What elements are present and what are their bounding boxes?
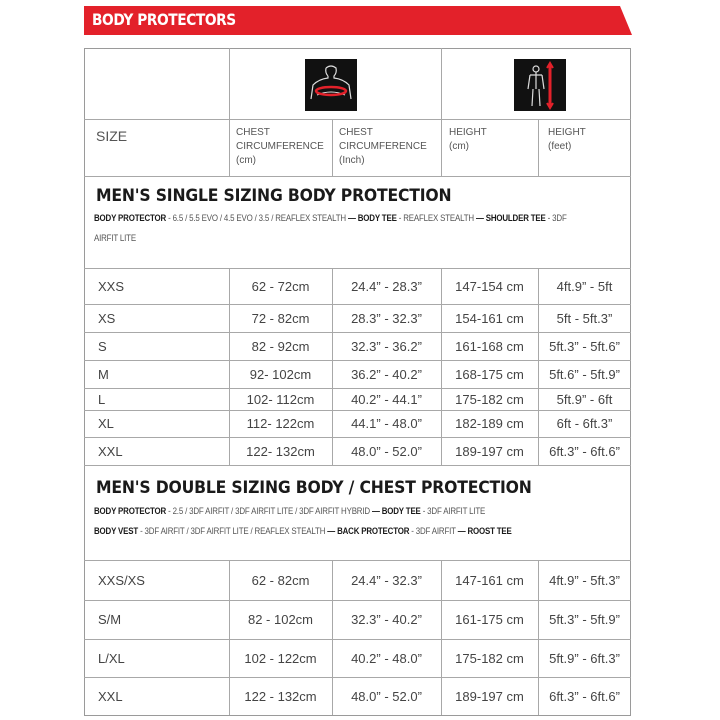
table-row — [84, 269, 631, 304]
row-divider — [84, 639, 631, 640]
chest-cm-cell: 112- 122cm — [246, 416, 315, 431]
height-feet-cell: 6ft - 6ft.3” — [556, 416, 613, 431]
chest-inch-cell: 36.2” - 40.2” — [351, 366, 422, 382]
row-divider — [84, 600, 631, 601]
height-feet-cell: 4ft.9” - 5ft.3” — [549, 573, 620, 588]
single-sizing-products: BODY PROTECTOR - 6.5 / 5.5 EVO / 4.5 EVO / 3.5 / REAFLEX STEALTH — BODY TEE - REAFLEX STEALTH — SHOULDER TEE - 3DF — [94, 213, 567, 223]
chest-cm-cell: 92- 102cm — [249, 366, 312, 382]
chest-inch-cell: 40.2” - 48.0” — [351, 650, 422, 666]
height-feet-cell: 5ft.9” - 6ft — [556, 391, 613, 407]
chest-measure-icon — [305, 59, 357, 111]
height-cm-cell: 189-197 cm — [455, 688, 524, 704]
table-row — [84, 561, 631, 600]
row-divider — [84, 677, 631, 678]
single-sizing-title: MEN'S SINGLE SIZING BODY PROTECTION — [96, 186, 452, 206]
size-cell: S — [98, 338, 107, 354]
chest-inch-cell: 40.2” - 44.1” — [351, 391, 422, 407]
size-cell: XS — [98, 310, 116, 326]
chest-inch-cell: 48.0” - 52.0” — [351, 443, 422, 459]
chest-inch-cell: 48.0” - 52.0” — [351, 688, 422, 704]
double-sizing-products-2: BODY VEST - 3DF AIRFIT / 3DF AIRFIT LITE / REAFLEX STEALTH — BACK PROTECTOR - 3DF AIRFIT — ROOST TEE — [94, 526, 512, 536]
column-divider — [538, 269, 539, 465]
height-cm-cell: 161-168 cm — [455, 338, 524, 354]
height-feet-cell: 5ft.9” - 6ft.3” — [549, 650, 620, 666]
header-rule — [84, 119, 631, 120]
height-feet-cell: 6ft.3” - 6ft.6” — [549, 688, 620, 704]
table-row — [84, 677, 631, 715]
banner-title: BODY PROTECTORS — [92, 10, 236, 29]
chest-inch-cell: 32.3” - 36.2” — [351, 338, 422, 354]
double-sizing-title: MEN'S DOUBLE SIZING BODY / CHEST PROTECTION — [96, 478, 532, 498]
height-cm-cell: 189-197 cm — [455, 443, 524, 459]
row-divider — [84, 332, 631, 333]
table-row — [84, 388, 631, 410]
column-divider — [441, 561, 442, 715]
chest-inch-header: CHEST CIRCUMFERENCE (Inch) — [339, 127, 427, 166]
header-divider — [229, 48, 230, 176]
size-cell: XXL — [98, 688, 123, 704]
chest-cm-cell: 62 - 72cm — [251, 279, 310, 294]
row-divider — [84, 410, 631, 411]
chest-cm-cell: 122- 132cm — [246, 443, 315, 459]
section-rule — [84, 465, 631, 466]
column-divider — [229, 269, 230, 465]
chest-cm-header: CHEST CIRCUMFERENCE (cm) — [236, 127, 324, 166]
chest-cm-cell: 102- 112cm — [246, 391, 315, 407]
size-column-header: SIZE — [96, 128, 128, 144]
size-cell: XXS — [98, 279, 125, 294]
height-cm-cell: 168-175 cm — [455, 366, 524, 382]
height-feet-cell: 5ft - 5ft.3” — [556, 310, 613, 326]
row-divider — [84, 360, 631, 361]
height-feet-cell: 5ft.3” - 5ft.6” — [549, 338, 620, 354]
chest-cm-cell: 72 - 82cm — [251, 310, 310, 326]
size-cell: M — [98, 366, 109, 382]
size-cell: XXL — [98, 443, 123, 459]
table-row — [84, 410, 631, 437]
row-divider — [84, 437, 631, 438]
chest-cm-cell: 122 - 132cm — [244, 688, 317, 704]
height-cm-header: HEIGHT (cm) — [449, 127, 487, 152]
chest-cm-cell: 62 - 82cm — [251, 573, 310, 588]
size-cell: L/XL — [98, 650, 125, 666]
column-divider — [441, 269, 442, 465]
height-cm-cell: 175-182 cm — [455, 391, 524, 407]
title-banner — [84, 6, 632, 35]
height-feet-cell: 4ft.9” - 5ft — [556, 279, 613, 294]
column-divider — [538, 561, 539, 715]
chest-inch-cell: 24.4” - 32.3” — [351, 573, 422, 588]
chest-inch-cell: 44.1” - 48.0” — [351, 416, 422, 431]
height-cm-cell: 161-175 cm — [455, 612, 524, 627]
header-rule — [84, 176, 631, 177]
height-feet-header: HEIGHT (feet) — [548, 127, 586, 152]
chest-cm-cell: 82 - 92cm — [251, 338, 310, 354]
height-feet-cell: 6ft.3” - 6ft.6” — [549, 443, 620, 459]
table-row — [84, 639, 631, 677]
header-divider — [441, 48, 442, 176]
height-cm-cell: 147-154 cm — [455, 279, 524, 294]
table-row — [84, 360, 631, 388]
double-sizing-products: BODY PROTECTOR - 2.5 / 3DF AIRFIT / 3DF AIRFIT LITE / 3DF AIRFIT HYBRID — BODY TEE - 3DF AIRFIT LITE — [94, 506, 486, 516]
table-row — [84, 304, 631, 332]
table-row — [84, 332, 631, 360]
height-cm-cell: 147-161 cm — [455, 573, 524, 588]
chest-cm-cell: 82 - 102cm — [247, 612, 314, 627]
height-feet-cell: 5ft.6” - 5ft.9” — [549, 366, 620, 382]
column-divider — [332, 561, 333, 715]
single-sizing-products-cont: AIRFIT LITE — [94, 233, 136, 243]
height-measure-icon — [514, 59, 566, 111]
chest-inch-cell: 32.3” - 40.2” — [351, 612, 422, 627]
table-row — [84, 600, 631, 639]
size-cell: L — [98, 391, 106, 407]
size-cell: S/M — [98, 612, 122, 627]
row-divider — [84, 304, 631, 305]
chest-inch-cell: 24.4” - 28.3” — [351, 279, 422, 294]
height-cm-cell: 175-182 cm — [455, 650, 524, 666]
chest-cm-cell: 102 - 122cm — [244, 650, 317, 666]
chest-inch-cell: 28.3” - 32.3” — [351, 310, 422, 326]
height-feet-cell: 5ft.3” - 5ft.9” — [549, 612, 620, 627]
table-row — [84, 437, 631, 465]
column-divider — [229, 561, 230, 715]
size-cell: XXS/XS — [98, 573, 145, 588]
height-cm-cell: 154-161 cm — [455, 310, 524, 326]
height-cm-cell: 182-189 cm — [455, 416, 524, 431]
column-divider — [332, 269, 333, 465]
size-cell: XL — [98, 416, 114, 431]
row-divider — [84, 388, 631, 389]
